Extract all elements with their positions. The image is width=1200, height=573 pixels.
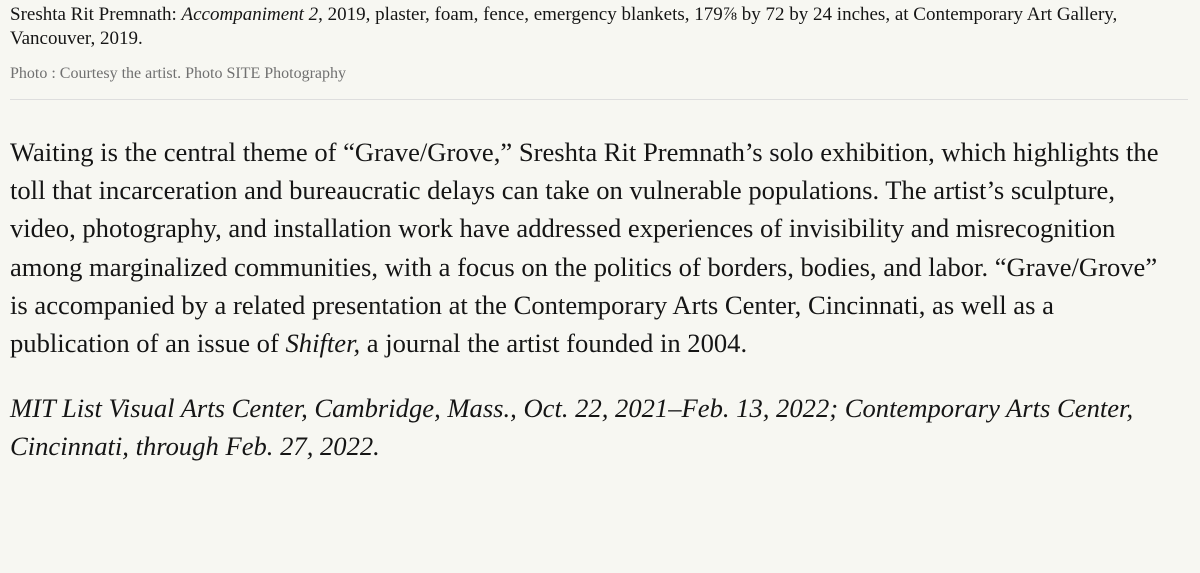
photo-credit: Photo : Courtesy the artist. Photo SITE Photography [10,65,346,82]
article-content [10,0,1192,492]
section-divider [10,99,1188,100]
caption-artist: Sreshta Rit Premnath: [10,4,177,25]
article-paragraph [10,133,1180,362]
article-paragraph-end: a journal the artist founded in 2004. [366,328,748,359]
image-caption [10,3,1180,51]
caption-artwork-title: Accompaniment 2 [181,4,319,25]
exhibition-location: MIT List Visual Arts Center, Cambridge, Mass., Oct. 22, 2021–Feb. 13, 2022; Contemporary Arts Center, Cincinnati, through Feb. 27, 2022. [10,392,1134,462]
journal-title: Shifter, [285,328,361,359]
article-paragraph-text: Waiting is the central theme of “Grave/Grove,” Sreshta Rit Premnath’s solo exhibition, which highlights the toll that incarceration and bureaucratic delays can take on vulnerable populations. The artist’s sculpture, video, photography, and installation work have addressed experiences of invisibility and misrecognition among marginalized communities, with a focus on the politics of borders, bodies, and labor. “Grave/Grove” is accompanied by a related presentation at the Contemporary Arts Center, Cincinnati, as well as a publication of an issue of [10,137,1159,359]
caption-artwork-details: , 2019, plaster, foam, fence, emergency blankets, 179⅞ by 72 by 24 inches, at Contemporary Art Gallery, Vancouver, 2019. [10,4,1118,49]
